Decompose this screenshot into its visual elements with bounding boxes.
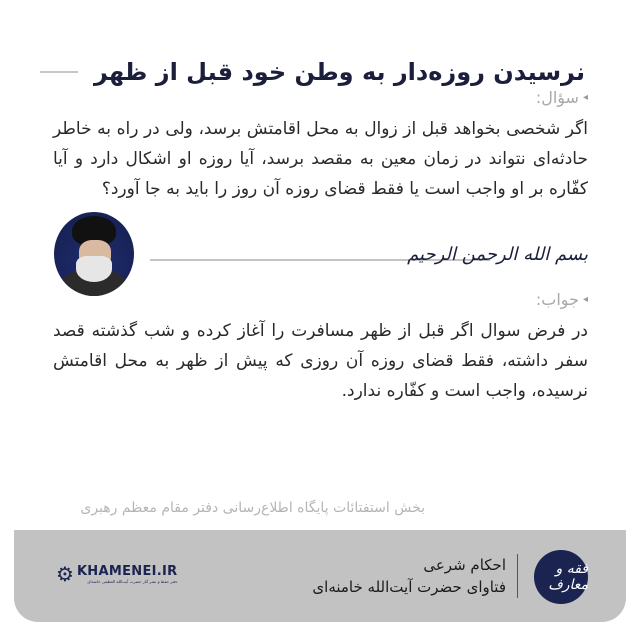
question-label bbox=[536, 88, 588, 107]
source-credit: بخش استفتائات پایگاه اطلاع‌رسانی دفتر مقام معظم رهبری bbox=[80, 500, 425, 516]
title-row bbox=[40, 50, 585, 94]
footer-banner bbox=[14, 530, 626, 622]
gear-icon: ⚙ bbox=[56, 562, 74, 586]
page-title: نرسیدن روزه‌دار به وطن خود قبل از ظهر bbox=[94, 58, 585, 86]
feqh-maaref-logo-icon: فقه و معارف bbox=[534, 550, 588, 604]
answer-text: در فرض سوال اگر قبل از ظهر مسافرت را آغاز کرده و شب گذشته قصد سفر داشته، فقط قضای روزه آن روزی که پیش از ظهر به محل اقامتش نرسیده، واجب است و کفّاره ندارد. bbox=[53, 321, 588, 401]
portrait-avatar bbox=[54, 212, 134, 296]
site-name: KHAMENEI.IR bbox=[76, 564, 178, 579]
triangle-marker-icon: ◂ bbox=[582, 92, 588, 103]
site-subtitle: دفتر حفظ و نشر آثار حضرت آیت‌الله العظمی خامنه‌ای bbox=[87, 579, 178, 584]
triangle-marker-icon: ◂ bbox=[582, 294, 588, 305]
khamenei-ir-logo bbox=[56, 564, 177, 584]
answer-label bbox=[536, 290, 588, 309]
footer-line-2: فتاوای حضرت آیت‌الله خامنه‌ای bbox=[312, 578, 506, 596]
answer-label-text: جواب: bbox=[535, 290, 579, 309]
basmala-calligraphy: بسم الله الرحمن الرحیم bbox=[407, 244, 588, 265]
question-label-text: سؤال: bbox=[535, 88, 579, 107]
question-text: اگر شخصی بخواهد قبل از زوال به محل اقامتش برسد، ولی در راه به خاطر حادثه‌ای نتواند در زمان معین به مقصد برسد، آیا روزه او اشکال دارد و آیا کفّاره بر او واجب است یا فقط قضای روزه آن روز را باید به جا آورد؟ bbox=[53, 119, 588, 199]
footer-separator bbox=[517, 554, 518, 598]
footer-line-1: احکام شرعی bbox=[423, 556, 506, 574]
title-divider bbox=[40, 71, 78, 73]
footer-caption bbox=[312, 554, 506, 598]
